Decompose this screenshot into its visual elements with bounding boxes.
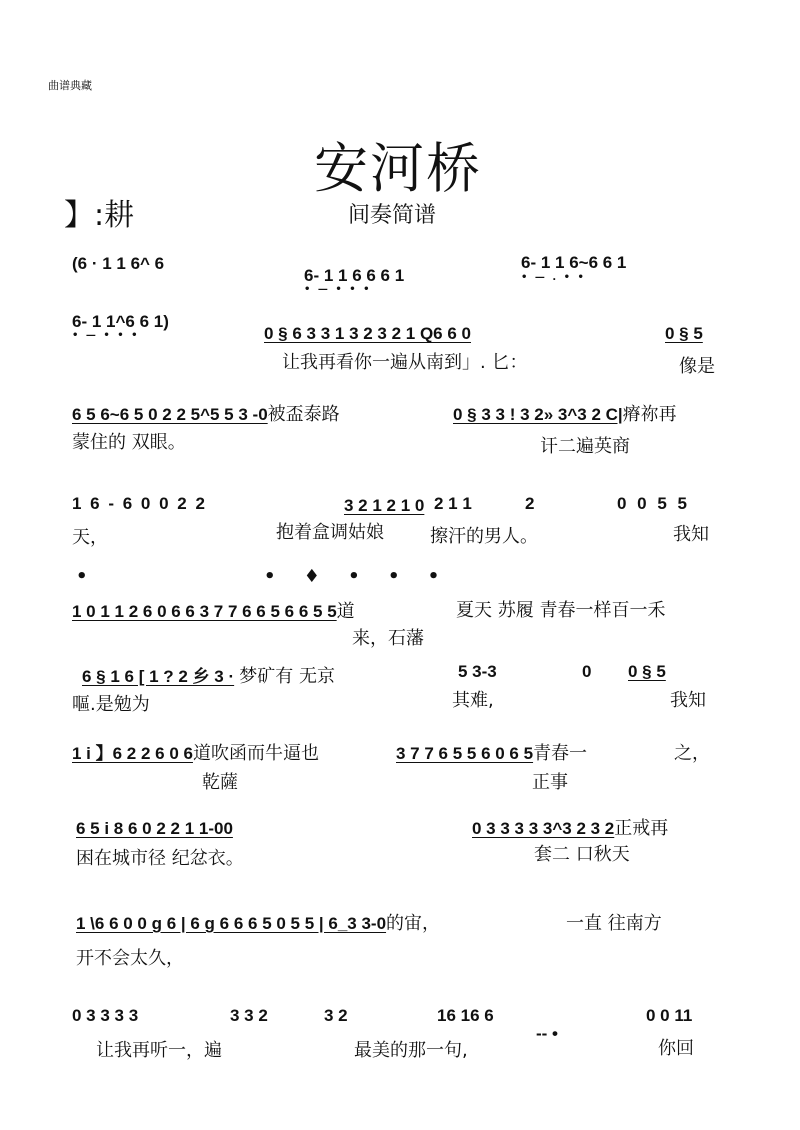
notation-r4-c: 2 1 1 [434,494,472,513]
lyric-r4-b: 抱着盒调姑娘 [276,522,384,543]
lyric-r6-b: 其难, [452,690,494,711]
lyric-r9-a: 开不会太久， [76,948,184,969]
lyric-r10-c: 最美的那一句, [354,1040,468,1061]
notation-r9-a: 1 \6 6 0 0 g 6 | 6 g 6 6 6 5 0 5 5 | 6_3 3-0 [76,914,387,933]
notation-r10-e: -- • [536,1024,558,1043]
lyric-inline-r5-a: 道 [336,601,355,622]
notation-r10-b: 3 3 2 [230,1006,268,1025]
line-r7-b [396,739,587,765]
lyric-inline-r9-a: 的宙， [386,913,441,934]
lyric-r5-b: 来，石藩 [352,628,424,649]
notation-r3-a: 6 5 6~6 5 0 2 2 5^5 5 3 -0 [72,405,268,424]
notation-r10-d: 16 16 6 [437,1006,494,1025]
notation-r2-a: 6- 1 1^6 6 1) [72,312,169,331]
notation-r1-c: 6- 1 1 6~6 6 1 [521,253,627,272]
notation-r10-a: 0 3 3 3 3 [72,1006,139,1025]
notation-r4-d: 2 [525,494,535,513]
lyric-r7-c: 之， [674,743,710,764]
lyric-r6-a: 嘔.是勉为 [72,694,150,715]
notation-r10-f: 0 0 11 [646,1006,693,1025]
dots-r2-a: • — • • • [72,330,140,341]
lyric-r10-f: 你回 [658,1038,694,1059]
lyric-r4-c: 擦汗的男人。 [430,526,538,547]
lyric-inline-r7-a: 道吹函而牛逼也 [192,743,319,764]
lyric-r4-e: 我知 [673,524,709,545]
lyric-r8-a: 困在城市径 纪忿衣。 [76,848,244,869]
notation-r4-b: 3 2 1 2 1 0 [344,496,425,515]
notation-r8-b: 0 3 3 3 3 3^3 2 3 2 [472,819,615,838]
dots-r1-b: • — • • • [304,284,372,295]
notation-r8-a [76,819,233,839]
notation-r7-b: 3 7 7 6 5 5 6 0 6 5 [396,744,534,763]
notation-r4-e: 0 0 5 5 [617,494,687,513]
dot-r5-first: • [76,566,88,587]
line-r8-b [472,814,668,840]
lyric-r2-c: 像是 [679,356,715,377]
notation-r1-b: 6- 1 1 6 6 6 1 [304,266,405,285]
song-title: 安河桥 [314,137,482,200]
lyric-r2-b: 让我再看你一遍从南到」. 匕： [282,352,528,373]
lyric-inline-r9-b: 一直 往南方 [566,913,662,934]
notation-r2-c: 0 § 5 [665,324,703,343]
lyric-r4-a: 天， [72,527,108,548]
line-r3-a [72,400,340,426]
notation-r6-c: 0 [582,662,592,681]
lyric-r10-a: 让我再听一，遍 [96,1040,222,1061]
lyric-inline-r3-a: 被盃泰路 [267,404,340,425]
left-mark: 】:耕 [64,198,135,233]
lyric-r3-a: 蒙住的 双眼。 [72,432,186,453]
dots-r5: • ♦ • • • [264,566,440,587]
lyric-inline-r8-b: 正戒再 [614,818,669,839]
lyric-r6-d: 我知 [670,690,706,711]
notation-r1-a: (6 · 1 1 6^ 6 [72,254,165,273]
lyric-r7-a: 乾薩 [202,772,238,793]
lyric-r8-b: 套二 口秋天 [534,844,630,865]
notation-r6-a: 6 § 1 6 [ 1 ? 2 乡 3 · [82,667,235,686]
line-r7-a [72,739,319,765]
notation-r10-c: 3 2 [324,1006,348,1025]
lyric-inline-r3-b: 瘠祢再 [622,404,677,425]
dots-r1-c: • — . • • [521,272,586,283]
line-r6-a [82,662,335,688]
notation-r3-b: 0 § 3 3 ! 3 2» 3^3 2 C| [453,405,623,424]
line-r5-a [72,597,355,623]
line-r9-a [76,909,440,935]
notation-r4-a: 1 6 - 6 0 0 2 2 [72,494,205,513]
notation-r8-a-text: 6 5 i 8 6 0 2 2 1 1-00 [76,819,233,838]
subtitle: 间奏简谱 [348,203,437,228]
notation-r2-b: 0 § 6 3 3 1 3 2 3 2 1 Q6 6 0 [264,324,471,343]
notation-r5-a: 1 0 1 1 2 6 0 6 6 3 7 7 6 6 5 6 6 5 5 [72,602,337,621]
notation-r6-b: 5 3-3 [458,662,497,681]
notation-r7-a: 1 i 】6 2 2 6 0 6 [72,744,193,763]
lyric-r3-b: 讦二遍英商 [540,436,630,457]
lyric-inline-r6-a: 梦矿有 无京 [239,666,335,687]
lyric-inline-r7-b: 青春一 [533,743,588,764]
lyric-inline-r5-b: 夏天 苏履 青春一样百一禾 [456,600,666,621]
lyric-r7-b: 正事 [532,772,568,793]
header-note: 曲谱典藏 [48,79,92,92]
line-r3-b [453,400,677,426]
notation-r6-d: 0 § 5 [628,662,666,681]
